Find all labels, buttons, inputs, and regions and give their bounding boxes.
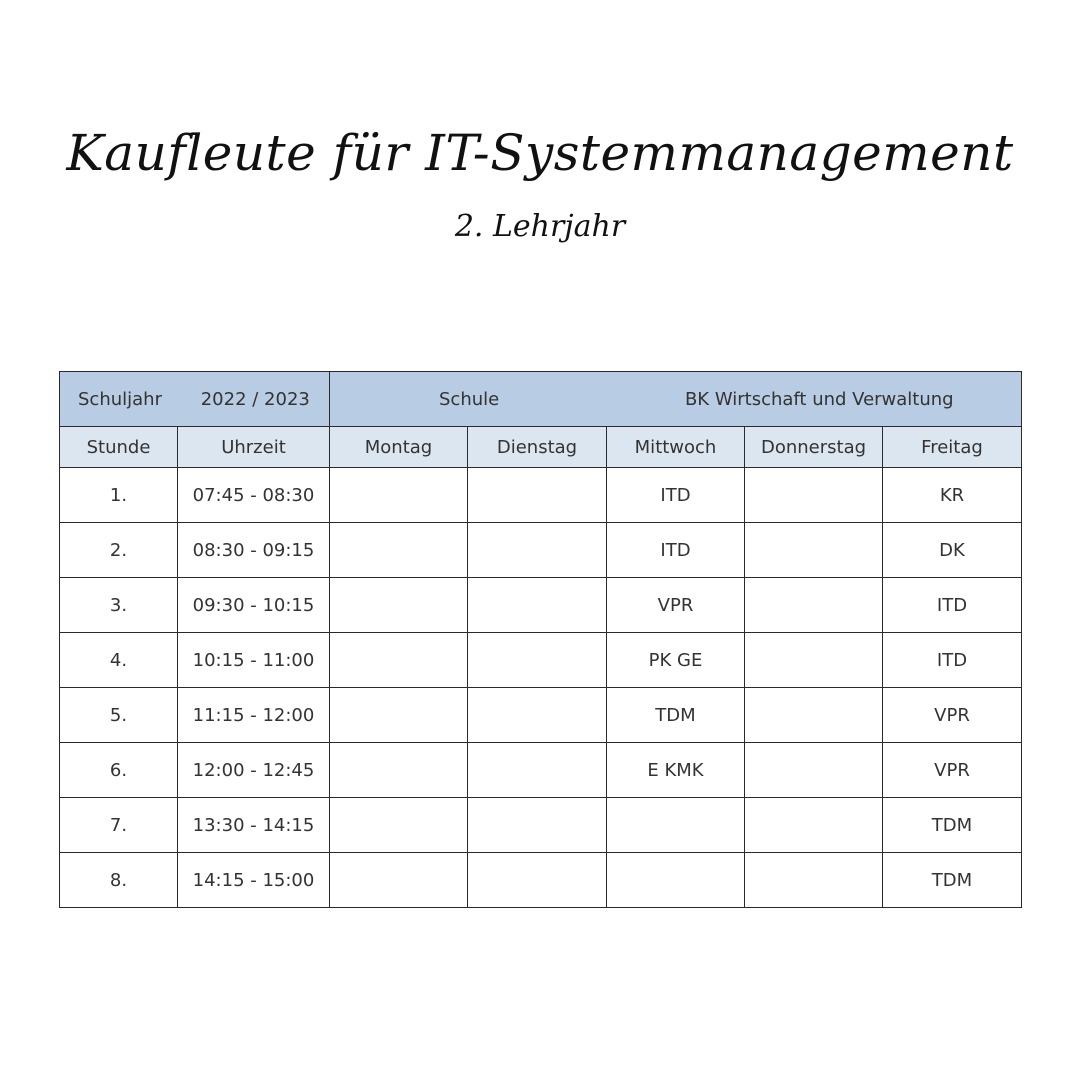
cell-uhrzeit: 07:45 - 08:30	[178, 468, 330, 523]
school-cell	[330, 372, 1022, 427]
header-freitag: Freitag	[883, 427, 1022, 468]
cell-uhrzeit: 13:30 - 14:15	[178, 798, 330, 853]
cell-montag	[330, 853, 468, 908]
cell-donnerstag	[745, 688, 883, 743]
header-dienstag: Dienstag	[468, 427, 607, 468]
cell-stunde: 7.	[60, 798, 178, 853]
table-row	[60, 798, 1022, 853]
meta-row	[60, 372, 1022, 427]
header-mittwoch: Mittwoch	[607, 427, 745, 468]
page-title: Kaufleute für IT-Systemmanagement	[66, 124, 1014, 182]
column-header-row	[60, 427, 1022, 468]
header-uhrzeit: Uhrzeit	[178, 427, 330, 468]
schoolyear-label: Schuljahr	[78, 388, 162, 410]
school-label: Schule	[439, 388, 500, 410]
cell-mittwoch	[607, 853, 745, 908]
page-subtitle: 2. Lehrjahr	[454, 209, 626, 244]
cell-freitag: TDM	[883, 798, 1022, 853]
table-row	[60, 468, 1022, 523]
cell-mittwoch: E KMK	[607, 743, 745, 798]
cell-montag	[330, 523, 468, 578]
cell-donnerstag	[745, 853, 883, 908]
cell-freitag: VPR	[883, 743, 1022, 798]
cell-freitag: KR	[883, 468, 1022, 523]
cell-montag	[330, 798, 468, 853]
schoolyear-cell	[60, 372, 330, 427]
cell-stunde: 8.	[60, 853, 178, 908]
table-row	[60, 853, 1022, 908]
cell-uhrzeit: 11:15 - 12:00	[178, 688, 330, 743]
cell-stunde: 2.	[60, 523, 178, 578]
cell-mittwoch: TDM	[607, 688, 745, 743]
cell-stunde: 5.	[60, 688, 178, 743]
cell-uhrzeit: 10:15 - 11:00	[178, 633, 330, 688]
cell-dienstag	[468, 853, 607, 908]
cell-dienstag	[468, 468, 607, 523]
cell-uhrzeit: 09:30 - 10:15	[178, 578, 330, 633]
cell-freitag: ITD	[883, 578, 1022, 633]
cell-stunde: 6.	[60, 743, 178, 798]
cell-mittwoch: VPR	[607, 578, 745, 633]
cell-mittwoch	[607, 798, 745, 853]
cell-montag	[330, 578, 468, 633]
cell-mittwoch: ITD	[607, 468, 745, 523]
cell-donnerstag	[745, 798, 883, 853]
cell-mittwoch: PK GE	[607, 633, 745, 688]
cell-dienstag	[468, 688, 607, 743]
cell-donnerstag	[745, 523, 883, 578]
cell-freitag: DK	[883, 523, 1022, 578]
cell-dienstag	[468, 743, 607, 798]
cell-stunde: 3.	[60, 578, 178, 633]
cell-montag	[330, 468, 468, 523]
cell-stunde: 1.	[60, 468, 178, 523]
cell-freitag: VPR	[883, 688, 1022, 743]
table-row	[60, 523, 1022, 578]
cell-montag	[330, 688, 468, 743]
cell-montag	[330, 633, 468, 688]
cell-donnerstag	[745, 633, 883, 688]
schoolyear-value: 2022 / 2023	[200, 388, 310, 410]
cell-dienstag	[468, 578, 607, 633]
cell-uhrzeit: 14:15 - 15:00	[178, 853, 330, 908]
header-stunde: Stunde	[60, 427, 178, 468]
header-donnerstag: Donnerstag	[745, 427, 883, 468]
table-row	[60, 578, 1022, 633]
cell-donnerstag	[745, 743, 883, 798]
cell-freitag: TDM	[883, 853, 1022, 908]
table-row	[60, 688, 1022, 743]
school-value: BK Wirtschaft und Verwaltung	[684, 388, 954, 410]
timetable	[59, 371, 1022, 908]
cell-dienstag	[468, 523, 607, 578]
header-montag: Montag	[330, 427, 468, 468]
cell-mittwoch: ITD	[607, 523, 745, 578]
cell-uhrzeit: 08:30 - 09:15	[178, 523, 330, 578]
cell-montag	[330, 743, 468, 798]
table-row	[60, 743, 1022, 798]
cell-dienstag	[468, 633, 607, 688]
cell-stunde: 4.	[60, 633, 178, 688]
table-row	[60, 633, 1022, 688]
cell-donnerstag	[745, 578, 883, 633]
cell-dienstag	[468, 798, 607, 853]
cell-uhrzeit: 12:00 - 12:45	[178, 743, 330, 798]
cell-freitag: ITD	[883, 633, 1022, 688]
cell-donnerstag	[745, 468, 883, 523]
